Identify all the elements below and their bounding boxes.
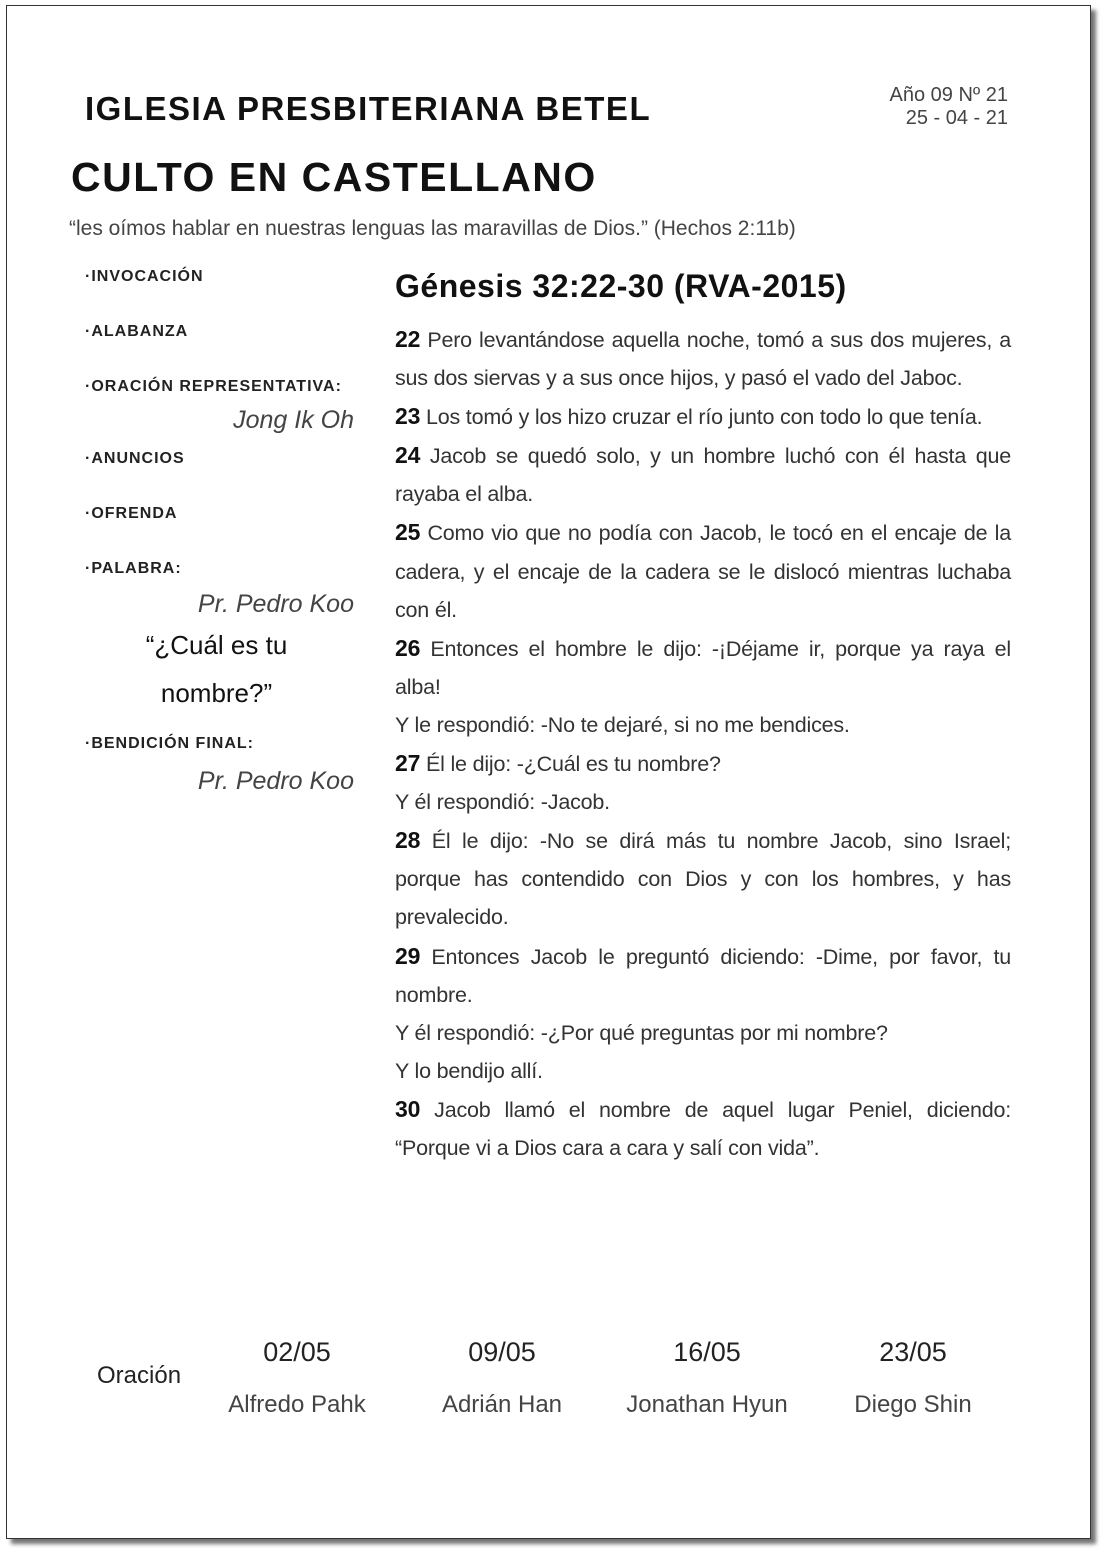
verse-number: 22 xyxy=(395,326,421,352)
order-prayer: ·ORACIÓN REPRESENTATIVA: xyxy=(85,378,342,395)
preacher-name: Pr. Pedro Koo xyxy=(197,590,354,618)
verse xyxy=(395,821,1011,936)
order-word: ·PALABRA: xyxy=(85,560,182,577)
prayer-entry xyxy=(197,1332,397,1420)
verse xyxy=(395,1090,1011,1167)
service-title: CULTO EN CASTELLANO xyxy=(71,154,597,200)
prayer-entry xyxy=(402,1332,602,1420)
verse-text: Como vio que no podía con Jacob, le tocó en el encaje de la cadera, y el encaje de la cadera se le dislocó mientras luchaba con él. xyxy=(395,521,1012,622)
church-name: IGLESIA PRESBITERIANA BETEL xyxy=(85,90,652,127)
verse-number: 30 xyxy=(395,1095,421,1122)
prayer-entry xyxy=(607,1332,807,1420)
motto-quote: “les oímos hablar en nuestras lenguas las maravillas de Dios.” (Hechos 2:11b) xyxy=(69,217,796,240)
verse-text: Los tomó y los hizo cruzar el río junto con todo lo que tenía. xyxy=(425,405,983,430)
verse-text: Y él respondió: -¿Por qué preguntas por mi nombre? xyxy=(395,1020,888,1045)
verse xyxy=(395,744,1011,783)
order-of-service xyxy=(85,268,360,796)
prayer-name: Alfredo Pahk xyxy=(228,1391,366,1418)
prayer-name: Jonathan Hyun xyxy=(626,1391,788,1418)
sermon-title-line2: nombre?” xyxy=(160,678,273,708)
verse-continuation xyxy=(395,1014,1011,1052)
verse-text: Y él respondió: -Jacob. xyxy=(395,790,610,815)
verse-number: 28 xyxy=(395,827,421,854)
prayer-person: Jong Ik Oh xyxy=(233,406,354,434)
issue-date: 25 - 04 - 21 xyxy=(905,107,1008,129)
verse-text: Entonces Jacob le preguntó diciendo: -Dime, por favor, tu nombre. xyxy=(395,944,1012,1007)
verse-number: 27 xyxy=(395,750,421,777)
verse-number: 26 xyxy=(395,634,421,661)
verse xyxy=(395,629,1011,706)
prayer-name: Diego Shin xyxy=(854,1391,972,1418)
verse-text: Entonces el hombre le dijo: -¡Déjame ir, porque ya raya el alba! xyxy=(395,636,1011,699)
verse-text: Pero levantándose aquella noche, tomó a sus dos mujeres, a sus dos siervas y a sus once hijos, y pasó el vado del Jaboc. xyxy=(395,328,1012,391)
prayer-entry xyxy=(813,1332,1013,1420)
prayer-date: 09/05 xyxy=(468,1337,536,1367)
passage-title: Génesis 32:22-30 (RVA-2015) xyxy=(395,268,847,304)
prayer-schedule-label: Oración xyxy=(97,1362,182,1389)
verse xyxy=(395,436,1011,513)
verse-number: 24 xyxy=(395,442,421,469)
verse-text: Y le respondió: -No te dejaré, si no me bendices. xyxy=(395,712,850,737)
verse xyxy=(395,937,1011,1014)
order-offering: ·OFRENDA xyxy=(85,505,178,522)
prayer-date: 23/05 xyxy=(879,1337,947,1367)
verse-continuation xyxy=(395,1052,1011,1090)
verse-text: Y lo bendijo allí. xyxy=(395,1058,543,1083)
verse-text: Jacob se quedó solo, y un hombre luchó con él hasta que rayaba el alba. xyxy=(395,444,1011,507)
verse-number: 29 xyxy=(395,942,421,969)
sermon-title-line1: “¿Cuál es tu xyxy=(145,630,288,660)
verse-text: Él le dijo: -¿Cuál es tu nombre? xyxy=(425,752,721,777)
verse-text: Él le dijo: -No se dirá más tu nombre Jacob, sino Israel; porque has contendido con Dios y con los hombres, y has prevalecido. xyxy=(395,829,1011,930)
prayer-name: Adrián Han xyxy=(441,1391,563,1418)
prayer-date: 16/05 xyxy=(673,1337,741,1367)
verse-text: Jacob llamó el nombre de aquel lugar Peniel, diciendo: “Porque vi a Dios cara a cara y salí con vida”. xyxy=(395,1097,1012,1160)
verse-number: 23 xyxy=(395,403,421,430)
order-invocation: ·INVOCACIÓN xyxy=(85,268,204,285)
bulletin-page xyxy=(6,5,1091,1539)
issue-info xyxy=(890,84,1009,130)
prayer-schedule xyxy=(7,1332,1090,1452)
verse-continuation xyxy=(395,706,1011,744)
verse xyxy=(395,513,1011,628)
verse xyxy=(395,397,1011,436)
blessing-person: Pr. Pedro Koo xyxy=(197,767,354,795)
order-announcements: ·ANUNCIOS xyxy=(85,450,185,467)
scripture-passage xyxy=(395,268,1011,1167)
order-blessing: ·BENDICIÓN FINAL: xyxy=(85,735,254,752)
order-praise: ·ALABANZA xyxy=(85,323,189,340)
passage-text xyxy=(395,320,1011,1167)
prayer-date: 02/05 xyxy=(263,1337,331,1367)
verse-continuation xyxy=(395,783,1011,821)
verse xyxy=(395,320,1011,397)
verse-number: 25 xyxy=(395,519,421,546)
sermon-title xyxy=(85,621,360,717)
issue-number: Año 09 Nº 21 xyxy=(889,84,1008,106)
